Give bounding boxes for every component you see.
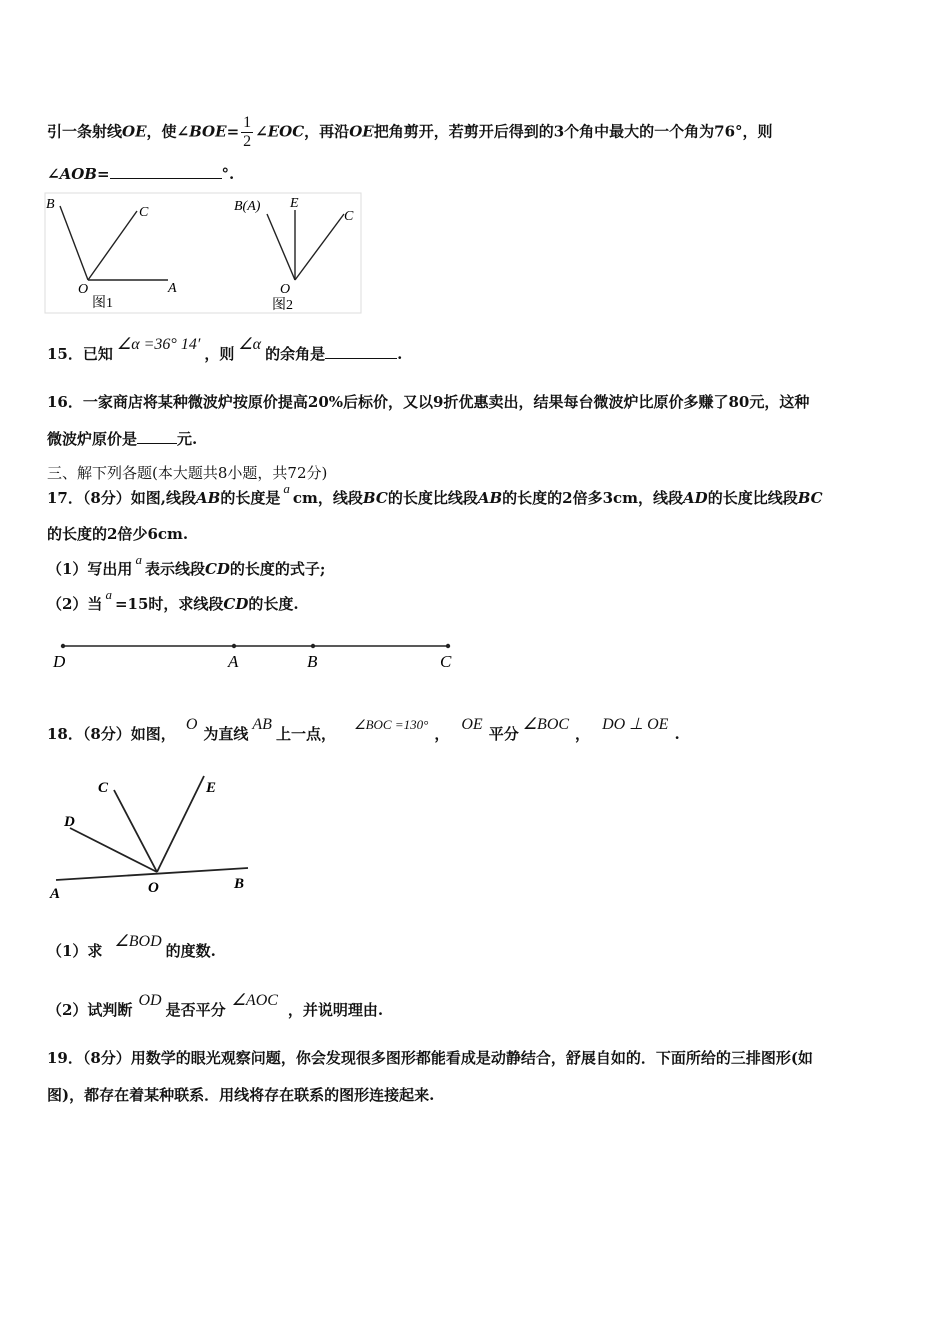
q17-line1 — [47, 481, 823, 509]
q14-oe: OE — [122, 122, 147, 141]
label-d: D — [53, 652, 66, 671]
q18-text: （1）求 — [47, 942, 103, 960]
q17-text: 的长度的2倍多3cm，线段 — [502, 489, 684, 507]
q16-line1: 16．一家商店将某种微波炉按原价提高20%后标价，又以9折优惠卖出，结果每台微波炉比原价多赚了80元，这种 — [47, 393, 810, 411]
ray-oc — [114, 790, 157, 872]
q17-a: a — [135, 552, 142, 567]
q18-math-boc-130: ∠BOC =130° — [353, 717, 429, 732]
q14-text: ，再沿 — [304, 122, 350, 141]
q18-text: ， — [575, 725, 591, 743]
q14-text: 把角剪开，若剪开后得到的3个角中最大的一个角为76°，则 — [373, 122, 773, 141]
q17-cd: CD — [223, 595, 249, 613]
q17-sub2 — [47, 587, 299, 615]
q18-text: 平分 — [488, 725, 519, 743]
figure-frame — [45, 193, 361, 313]
answer-blank — [137, 429, 177, 444]
fig1-label-a: A — [168, 281, 177, 296]
q14-text: ∠ — [47, 165, 60, 183]
q18-math-ab: AB — [252, 716, 272, 733]
q18-line — [47, 716, 680, 745]
q18-text: （2）试判断 — [47, 1001, 133, 1019]
q14-text: ，使∠ — [146, 122, 190, 141]
q17-cd: CD — [204, 560, 230, 578]
q18-sub1 — [47, 933, 216, 962]
answer-blank — [325, 344, 397, 359]
fig1-ray-ob — [60, 206, 88, 280]
fig2-label-ba: B(A) — [234, 199, 261, 214]
q14-line1 — [47, 114, 773, 151]
q15-text: . — [397, 345, 403, 363]
q18-math-oe: OE — [461, 716, 483, 733]
q15-line — [47, 336, 403, 365]
point-c — [446, 644, 450, 648]
ray-od — [70, 828, 157, 872]
fig18-label-c: C — [98, 780, 109, 796]
q17-sub1 — [47, 552, 326, 580]
q14-text: = — [226, 122, 240, 141]
q18-text: ， — [434, 725, 450, 743]
fig18-label-e: E — [206, 780, 217, 796]
point-b — [311, 644, 315, 648]
fig2-label-o: O — [280, 282, 291, 297]
q18-math-od: OD — [138, 992, 162, 1009]
q15-math-alpha: ∠α — [238, 336, 262, 353]
q14-boe: BOE — [189, 122, 227, 141]
q18-text: 的度数. — [165, 942, 216, 960]
q18-math-boc: ∠BOC — [522, 716, 570, 733]
q17-text: 的长度. — [248, 595, 299, 613]
fraction-numerator: 1 — [243, 114, 252, 131]
fraction-denominator: 2 — [243, 133, 252, 150]
fig2-label-e: E — [290, 196, 299, 211]
fig18-label-o: O — [148, 880, 159, 896]
fig18-label-d: D — [64, 814, 75, 830]
q18-text: 18．（8分）如图， — [47, 725, 176, 743]
q18-text: . — [674, 725, 680, 743]
point-a — [232, 644, 236, 648]
q17-text: 的长度比线段 — [387, 489, 478, 507]
q18-math-bod: ∠BOD — [114, 933, 162, 950]
q16-line2 — [47, 429, 197, 449]
q17-text: 的长度的式子; — [229, 560, 326, 578]
q17-line2: 的长度的2倍少6cm. — [47, 525, 189, 543]
fig18-label-a: A — [50, 886, 61, 902]
q16-text: 元. — [177, 430, 198, 448]
q16-text: 微波炉原价是 — [47, 430, 138, 448]
fig1-ray-oc — [88, 211, 137, 280]
q17-text: =15时，求线段 — [114, 595, 224, 613]
q17-text: 的长度是 — [220, 489, 281, 507]
q19-line1: 19．（8分）用数学的眼光观察问题，你会发现很多图形都能看成是动静结合，舒展自如的．下面所给的三排图形(如 — [47, 1049, 813, 1067]
q15-text: ，则 — [204, 345, 235, 363]
fig2-label-c: C — [344, 209, 354, 224]
q17-bc: BC — [797, 489, 823, 507]
q14-text: = — [96, 165, 110, 183]
fig1-caption: 图1 — [92, 296, 113, 311]
fig1-label-c: C — [139, 205, 149, 220]
q18-text: 是否平分 — [165, 1001, 226, 1019]
q18-math-aoc: ∠AOC — [231, 992, 278, 1009]
q18-sub2 — [47, 992, 384, 1021]
section-3-title: 三、解下列各题(本大题共8小题，共72分) — [47, 464, 328, 482]
q17-text: 的长度比线段 — [707, 489, 798, 507]
q17-a: a — [283, 481, 290, 496]
q18-math-o: O — [185, 716, 198, 733]
q17-ab: AB — [477, 489, 503, 507]
q17-text: 17．（8分）如图,线段 — [47, 489, 197, 507]
q17-bc: BC — [362, 489, 388, 507]
q14-oe: OE — [349, 122, 374, 141]
q17-text: cm，线段 — [292, 489, 363, 507]
q14-aob: AOB — [59, 165, 97, 183]
fig2-ray-oc — [295, 214, 344, 280]
fig18-label-b: B — [234, 876, 245, 892]
label-b: B — [307, 652, 318, 671]
ray-oe — [157, 776, 204, 872]
fig1-label-o: O — [78, 282, 89, 297]
fig1-label-b: B — [46, 197, 55, 212]
q17-ab: AB — [196, 489, 221, 507]
q15-text: 15．已知 — [47, 345, 113, 363]
q18-text: 为直线 — [203, 725, 249, 743]
fig2-caption: 图2 — [272, 298, 293, 313]
q14-text: ∠ — [255, 122, 268, 141]
q14-figures — [44, 192, 364, 317]
q14-line2 — [47, 164, 234, 184]
fig2-ray-ob — [267, 214, 295, 280]
q18-text: 上一点， — [275, 725, 336, 743]
q17-text: 表示线段 — [144, 560, 205, 578]
q14-text: 引一条射线 — [47, 122, 123, 141]
label-a: A — [228, 652, 239, 671]
q19-line2: 图)，都存在着某种联系．用线将存在联系的图形连接起来. — [47, 1086, 435, 1104]
q17-text: （1）写出用 — [47, 560, 133, 578]
q17-a: a — [105, 587, 112, 602]
q17-segment-figure — [48, 636, 468, 676]
q14-text: °. — [221, 165, 235, 183]
q17-text: （2）当 — [47, 595, 103, 613]
q15-text: 的余角是 — [265, 345, 326, 363]
answer-blank — [110, 164, 222, 179]
q17-ad: AD — [683, 489, 708, 507]
q18-text: ，并说明理由. — [287, 1001, 384, 1019]
fraction-one-half — [241, 114, 253, 151]
q14-eoc: EOC — [267, 122, 305, 141]
q15-math-alpha-value: ∠α =36° 14′ — [116, 336, 201, 353]
q18-figure — [44, 768, 264, 908]
point-d — [61, 644, 65, 648]
q18-math-do-perp-oe: DO ⊥ OE — [602, 716, 669, 733]
label-c: C — [440, 652, 452, 671]
